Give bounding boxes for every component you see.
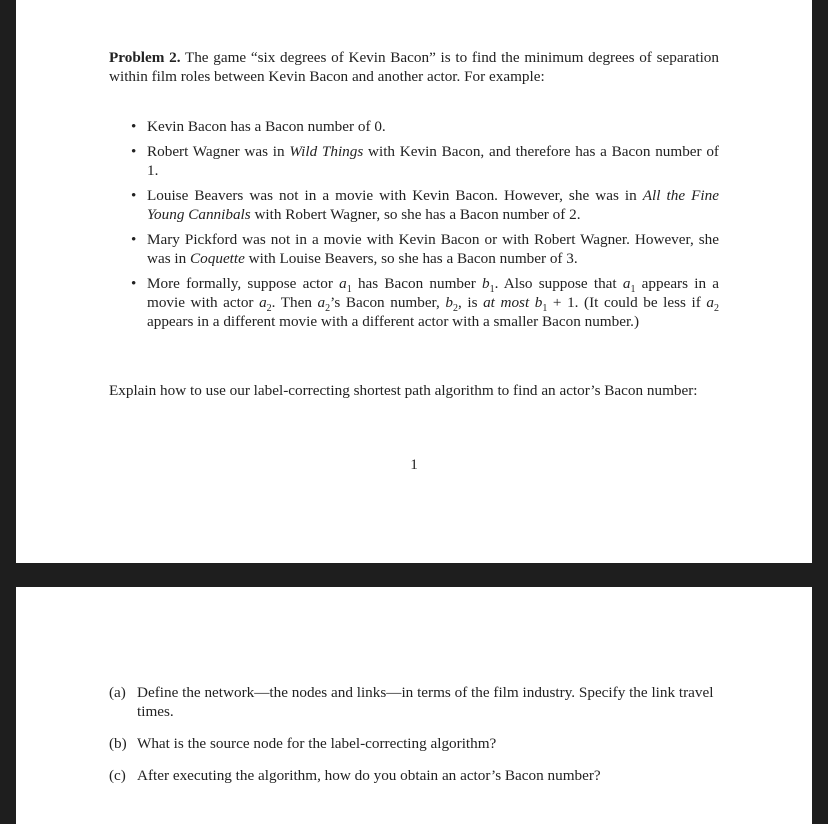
list-item: • Louise Beavers was not in a movie with Kevin Bacon. However, she was in All the Fine Young Cannibals with Robert Wagner, so she has a Bacon number of 2. [131,187,719,223]
list-item: • More formally, suppose actor $a_1$ has Bacon number $b_1$. Also suppose that $a_1$ appears in a movie with actor $a_2$. Then $a_2’s$ Bacon number, $b_2$, is at most $b_1 + 1$. (It could be less if $a_2$ appears in a different movie with a different actor with a smaller Bacon number.) [131,275,720,330]
intro-text: The game “six degrees of Kevin Bacon” is to find the minimum degrees of separation within film roles between Kevin Bacon and another actor. For example: [109,49,719,85]
film-title: Coquette [190,250,245,267]
film-title: Wild Things [289,143,364,160]
question-c [109,766,719,785]
list-item: • Mary Pickford was not in a movie with Kevin Bacon or with Robert Wagner. However, she was in Coquette with Louise Beavers, so she has a Bacon number of 3. [131,231,719,267]
example-list [109,117,719,337]
question-text: After executing the algorithm, how do you obtain an actor’s Bacon number? [137,767,601,784]
problem-intro [109,48,719,86]
list-item: • Kevin Bacon has a Bacon number of 0. [131,118,386,135]
question-label: (c) [109,767,126,784]
question-text: What is the source node for the label-correcting algorithm? [137,735,497,752]
bullet-icon: • [131,143,137,160]
problem-label: Problem 2. [109,49,181,66]
question-list [109,683,719,798]
question-text: Define the network—the nodes and links—in terms of the film industry. Specify the link travel times. [137,684,714,720]
list-item: • Robert Wagner was in Wild Things with Kevin Bacon, and therefore has a Bacon number of 1. [131,143,719,179]
document-page-2 [16,587,812,824]
question-b [109,734,719,753]
page-number: 1 [410,456,418,473]
emphasis-at-most: at most [483,294,530,311]
bullet-icon: • [131,231,137,248]
question-label: (b) [109,735,127,752]
explain-prompt: Explain how to use our label-correcting shortest path algorithm to find an actor’s Bacon number: [109,382,698,399]
question-a [109,683,719,721]
bullet-icon: • [131,118,137,135]
film-title: All the Fine Young Cannibals [147,187,719,223]
bullet-icon: • [131,187,137,204]
question-label: (a) [109,684,126,701]
bullet-icon: • [131,275,137,292]
document-page-1 [16,0,812,563]
